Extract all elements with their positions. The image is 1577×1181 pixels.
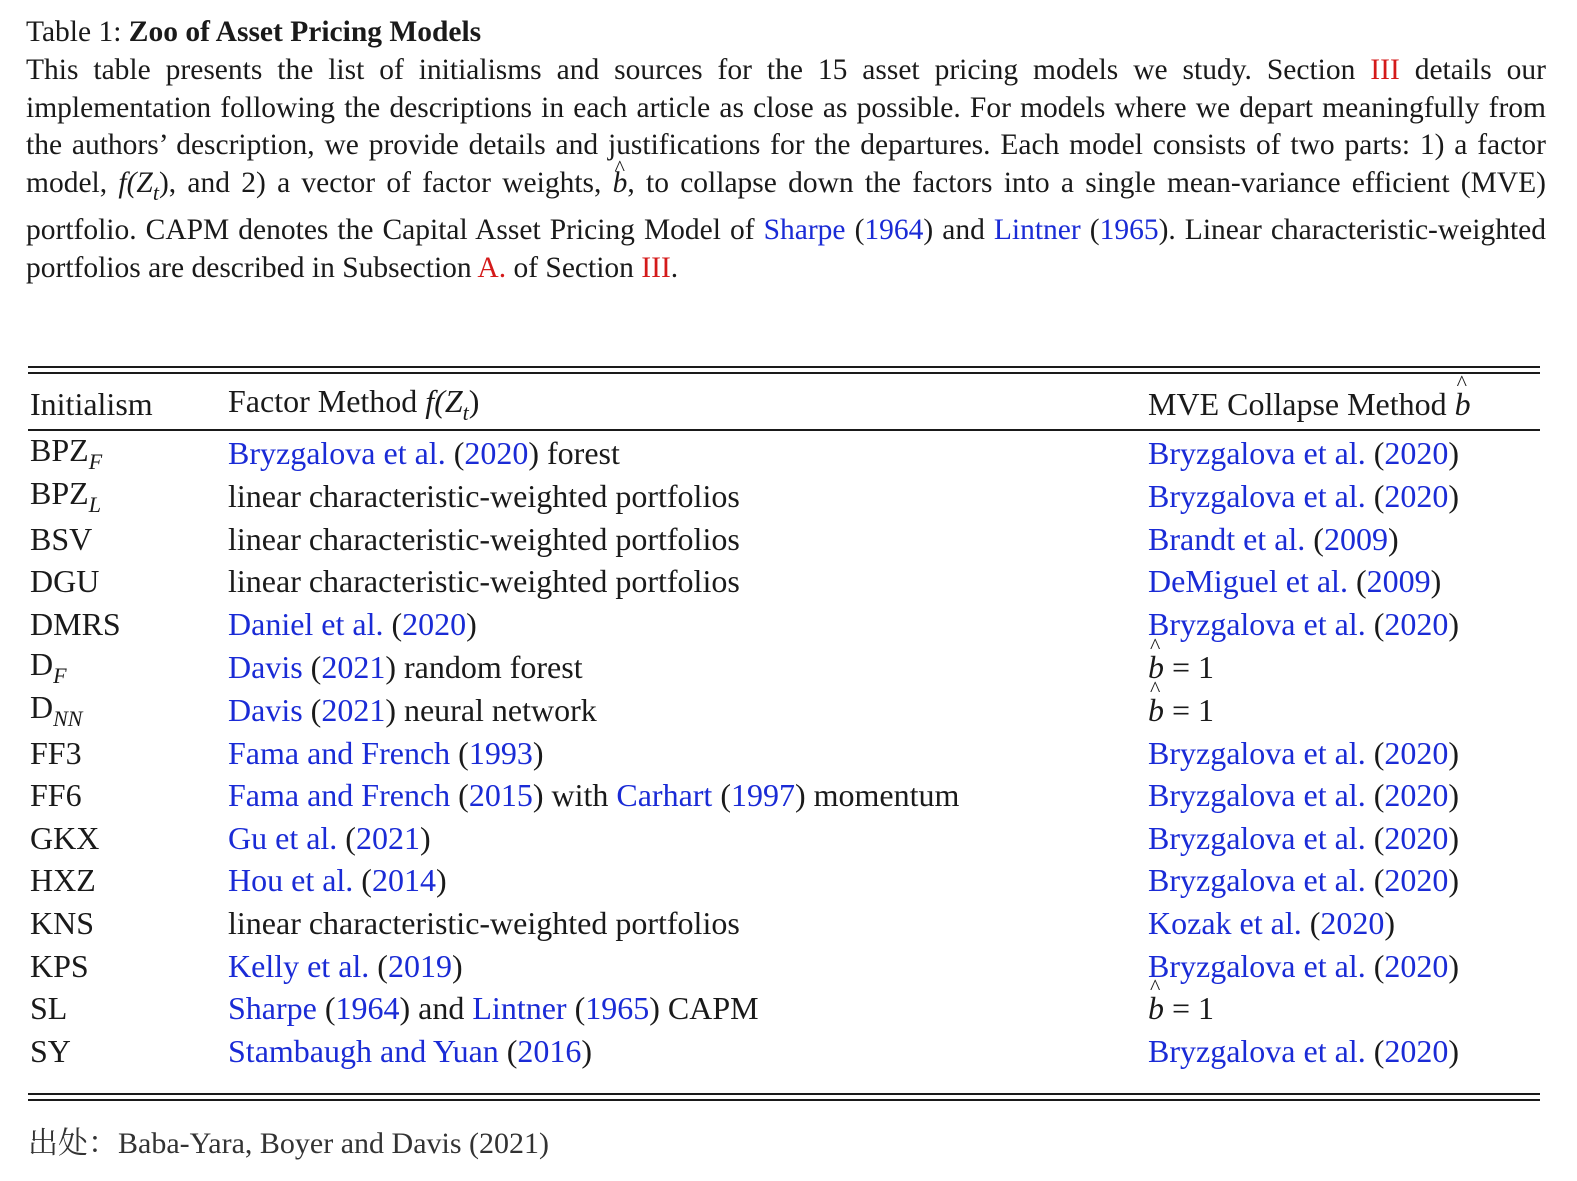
cell-factor-method [228,817,1148,860]
paren-close: ) [1448,1032,1459,1069]
citation-year-link[interactable]: 2014 [371,862,436,899]
paren-open: ( [369,947,388,984]
paren-open: ( [1365,777,1385,814]
cell-initialism [28,603,228,646]
table-row [28,817,1540,860]
citation-year-link[interactable]: 2015 [468,777,533,814]
citation-year-link[interactable]: 1993 [468,734,533,771]
citation-link[interactable]: Bryzgalova et al. [1148,478,1366,514]
citation-link[interactable]: Sharpe [228,990,317,1027]
paren-open: ( [498,1032,518,1069]
initialism-text: KPS [30,947,89,984]
table-row [28,774,1540,817]
header-factor-method [228,376,1148,432]
cell-factor-method [228,646,1148,689]
factor-suffix: CAPM [659,990,759,1027]
header-mve-label: MVE Collapse Method [1148,385,1455,422]
citation-year-link[interactable]: 1997 [730,777,795,814]
table-row [28,945,1540,988]
paren-open: ( [1365,734,1385,771]
math-b-hat: ^ b [613,165,628,203]
paren-open: ( [712,777,731,814]
citation-year-link[interactable]: 2021 [321,691,386,728]
table-row [28,432,1540,475]
table-row [28,987,1540,1030]
citation-year-link[interactable]: 2021 [321,648,386,685]
cell-initialism [28,646,228,689]
citation-year-link[interactable]: 2020 [1384,734,1449,771]
table-caption [26,14,1546,288]
math-sub-t: t [152,180,159,206]
paren-close: ) [1384,904,1396,941]
paren-close: ) [399,990,411,1027]
paren-close: ) [385,691,396,728]
math-close: ), [158,167,177,200]
paren-open: ( [316,990,336,1027]
initialism-text: FF6 [30,777,82,814]
bottom-double-rule [28,1093,1540,1095]
cell-mve-method [1148,860,1540,903]
cell-factor-method [228,689,1148,732]
initialism-text: FF3 [30,734,82,771]
citation-year-link[interactable]: 2020 [1384,777,1449,814]
cell-factor-method [228,432,1148,475]
cell-initialism [28,987,228,1030]
source-note: 出处：Baba-Yara, Boyer and Davis (2021) [28,1127,550,1160]
top-double-rule [28,372,1540,374]
cell-mve-method [1148,902,1540,945]
paren-open: ( [1365,862,1385,899]
cell-factor-method [228,561,1148,604]
subsection-ref-link[interactable]: A. [477,251,507,284]
citation-link[interactable]: Davis [228,648,303,685]
caption-text: details our implementation following the descriptions in each article as close as possible. For models where we depart meaningfully from the authors’ description, we provide details and justifications for the departures. Each model consists of two parts: 1) a factor model, [26,53,1546,200]
paren-open: ( [450,734,469,771]
paren-open: ( [1365,947,1385,984]
zoo-table [28,376,1540,1073]
citation-link[interactable]: Bryzgalova et al. [1148,734,1366,771]
paren-close: ) [419,819,431,856]
citation-link[interactable]: Davis [228,691,303,728]
table-title: Zoo of Asset Pricing Models [128,16,482,48]
paren-open: ( [1365,478,1385,514]
table-header-row [28,376,1540,432]
citation-link[interactable]: Bryzgalova et al. [228,435,446,471]
paren-open: ( [353,862,372,899]
cell-factor-method [228,475,1148,518]
factor-suffix: momentum [805,777,960,814]
citation-link[interactable]: Stambaugh and Yuan [228,1032,499,1069]
paren-open: ( [445,435,465,471]
initialism-text: HXZ [30,862,96,899]
cell-factor-method [228,518,1148,561]
factor-suffix: forest [539,435,620,471]
caption-text: ( [1080,213,1100,246]
citation-year-link[interactable]: 1964 [335,990,400,1027]
paren-close: ) [1430,563,1442,600]
table-row [28,603,1540,646]
citation-link[interactable]: Hou et al. [228,862,354,899]
cell-mve-method [1148,774,1540,817]
citation-link[interactable]: Fama and French [228,777,451,814]
citation-year-link[interactable]: 2019 [387,947,452,984]
cell-initialism [28,432,228,475]
initialism-subscript: F [88,449,103,474]
caption-text: ). Linear characteristic-weighted portfolios are described in Subsection [26,213,1546,284]
paren-open: ( [337,819,356,856]
table-row [28,1030,1540,1073]
table-row [28,475,1540,518]
paren-open: ( [1347,563,1367,600]
cell-factor-method [228,1030,1148,1073]
citation-year-link[interactable]: 2020 [1384,435,1449,471]
header-factor-label: Factor Method [228,382,426,419]
cell-factor-method [228,732,1148,775]
table-row [28,561,1540,604]
cell-initialism [28,689,228,732]
cell-mve-method [1148,432,1540,475]
citation-lintner-link[interactable]: Lintner [993,213,1081,246]
paren-close: ) [451,947,463,984]
citation-link[interactable]: Bryzgalova et al. [1148,605,1366,642]
citation-year-link[interactable]: 2020 [1384,862,1449,899]
citation-link[interactable]: Daniel et al. [228,605,384,642]
cell-initialism [28,902,228,945]
initialism-text: GKX [30,819,100,856]
paren-close: ) [532,777,544,814]
citation-sharpe-link[interactable]: Sharpe [763,213,846,246]
cell-initialism [28,1030,228,1073]
paren-close: ) [1448,947,1459,984]
initialism-text: D [30,645,54,682]
initialism-text: SY [30,1032,71,1069]
paren-close: ) [466,605,477,642]
caption-text: , to collapse down the factors into a single mean-variance efficient (MVE) portfolio. CAPM denotes the Capital Asset Pricing Model of [26,167,1546,246]
citation-link[interactable]: Bryzgalova et al. [1148,819,1366,856]
paren-close: ) [1448,819,1459,856]
table-row [28,518,1540,561]
cell-mve-method [1148,689,1540,732]
section-ref-link[interactable]: III [1370,53,1400,86]
citation-link[interactable]: Kozak et al. [1148,904,1302,941]
paren-open: ( [383,605,403,642]
citation-link[interactable]: Bryzgalova et al. [1148,1032,1366,1069]
cell-factor-method [228,945,1148,988]
caption-text: This table presents the list of initialisms and sources for the 15 asset pricing models we study. Section [26,53,1371,86]
paren-open: ( [302,648,322,685]
factor-suffix: neural network [395,691,597,728]
cell-initialism [28,475,228,518]
paren-open: ( [1365,819,1385,856]
citation-link[interactable]: Gu et al. [228,819,338,856]
factor-text: linear characteristic-weighted portfolios [228,563,740,600]
cell-mve-method [1148,603,1540,646]
cell-initialism [28,518,228,561]
paren-open: ( [302,691,322,728]
initialism-text: KNS [30,904,95,941]
citation-link[interactable]: Carhart [616,777,713,814]
citation-link[interactable]: Fama and French [228,734,451,771]
top-double-rule [28,366,1540,368]
paren-close: ) [385,648,396,685]
paren-open: ( [1301,904,1321,941]
cell-factor-method [228,987,1148,1030]
citation-link[interactable]: Kelly et al. [228,947,370,984]
initialism-subscript: F [53,662,67,688]
initialism-text: DMRS [30,605,121,642]
paren-close: ) [1448,862,1459,899]
factor-text: linear characteristic-weighted portfolios [228,520,740,557]
citation-year-link[interactable]: 2020 [1384,947,1449,984]
factor-connector: and [410,990,473,1027]
cell-initialism [28,732,228,775]
math-b-hat: ^ b [1148,990,1164,1027]
cell-mve-method [1148,732,1540,775]
math-b-hat: ^ b [1148,692,1164,729]
header-factor-math: f(Z [425,382,463,419]
cell-factor-method [228,902,1148,945]
citation-link[interactable]: Lintner [472,990,567,1027]
cell-initialism [28,945,228,988]
initialism-text: BSV [30,520,93,557]
header-factor-sub: t [462,399,469,425]
citation-link[interactable]: DeMiguel et al. [1148,563,1348,600]
cell-mve-method [1148,945,1540,988]
cell-factor-method [228,860,1148,903]
paren-open: ( [1365,435,1385,471]
cell-initialism [28,860,228,903]
math-b-hat: ^ b [1148,649,1164,686]
caption-text: ) and [923,213,994,246]
citation-link[interactable]: Bryzgalova et al. [1148,862,1366,899]
paren-open: ( [1365,1032,1385,1069]
citation-link[interactable]: Bryzgalova et al. [1148,947,1366,984]
caption-text: of Section [506,251,642,284]
factor-text: linear characteristic-weighted portfolios [228,478,740,514]
cell-mve-method [1148,817,1540,860]
paren-close: ) [1448,605,1459,642]
math-equals-one: = 1 [1164,648,1215,685]
paren-close: ) [649,990,660,1027]
initialism-text: BPZ [30,432,89,468]
citation-year-link[interactable]: 2016 [517,1032,582,1069]
cell-initialism [28,774,228,817]
citation-year-link[interactable]: 2009 [1323,520,1388,557]
paren-open: ( [1365,605,1385,642]
math-z: (Z [126,167,153,200]
citation-year-link[interactable]: 2020 [1384,605,1449,642]
initialism-text: BPZ [30,475,89,511]
citation-link[interactable]: Brandt et al. [1148,520,1306,557]
factor-text: linear characteristic-weighted portfolios [228,904,740,941]
paren-close: ) [1387,520,1399,557]
cell-initialism [28,561,228,604]
table-label: Table 1: [26,16,122,48]
initialism-text: SL [30,990,68,1027]
cell-initialism [28,817,228,860]
citation-year-link[interactable]: 2020 [1384,819,1449,856]
paren-open: ( [566,990,586,1027]
paren-open: ( [450,777,469,814]
citation-year-link[interactable]: 1965 [585,990,650,1027]
citation-year-link[interactable]: 2020 [464,435,529,471]
table-row [28,902,1540,945]
header-mve-math: ^ b [1455,386,1471,423]
paren-close: ) [435,862,447,899]
citation-link[interactable]: Bryzgalova et al. [1148,777,1366,814]
bottom-double-rule [28,1099,1540,1101]
paren-close: ) [794,777,806,814]
cell-factor-method [228,603,1148,646]
paren-close: ) [1448,435,1459,471]
paren-close: ) [532,734,544,771]
cell-mve-method [1148,646,1540,689]
citation-year-link[interactable]: 2020 [1320,904,1385,941]
citation-year-link[interactable]: 2020 [1384,478,1449,514]
caption-text: ( [845,213,865,246]
initialism-subscript: L [88,492,101,517]
citation-year-link[interactable]: 2020 [402,605,467,642]
cell-mve-method [1148,561,1540,604]
citation-lintner-year-link[interactable]: 1965 [1099,213,1159,246]
table-row [28,646,1540,689]
header-initialism: Initialism [30,385,153,422]
section-ref-link[interactable]: III [641,251,671,284]
table-row [28,860,1540,903]
initialism-text: D [30,688,54,725]
factor-suffix: random forest [395,648,583,685]
math-f: f [118,167,127,200]
citation-year-link[interactable]: 2021 [355,819,420,856]
citation-year-link[interactable]: 2009 [1366,563,1431,600]
initialism-text: DGU [30,563,100,600]
table-body [28,432,1540,1073]
math-equals-one: = 1 [1164,691,1215,728]
header-factor-close: ) [468,382,480,419]
table-row [28,689,1540,732]
cell-mve-method [1148,987,1540,1030]
cell-mve-method [1148,1030,1540,1073]
paren-open: ( [1305,520,1324,557]
cell-factor-method [228,774,1148,817]
cell-mve-method [1148,518,1540,561]
table-row [28,732,1540,775]
caption-text: . [670,251,679,284]
header-mve-method [1148,376,1540,432]
initialism-subscript: NN [53,705,83,731]
math-equals-one: = 1 [1164,990,1215,1027]
citation-year-link[interactable]: 2020 [1384,1032,1449,1069]
paren-close: ) [1448,777,1459,814]
paren-close: ) [1448,734,1459,771]
cell-mve-method [1148,475,1540,518]
citation-sharpe-year-link[interactable]: 1964 [864,213,924,246]
paren-close: ) [581,1032,593,1069]
paren-close: ) [1448,478,1459,514]
caption-text: and 2) a vector of factor weights, [176,167,613,200]
paren-close: ) [528,435,539,471]
factor-connector: with [543,777,617,814]
citation-link[interactable]: Bryzgalova et al. [1148,435,1366,471]
